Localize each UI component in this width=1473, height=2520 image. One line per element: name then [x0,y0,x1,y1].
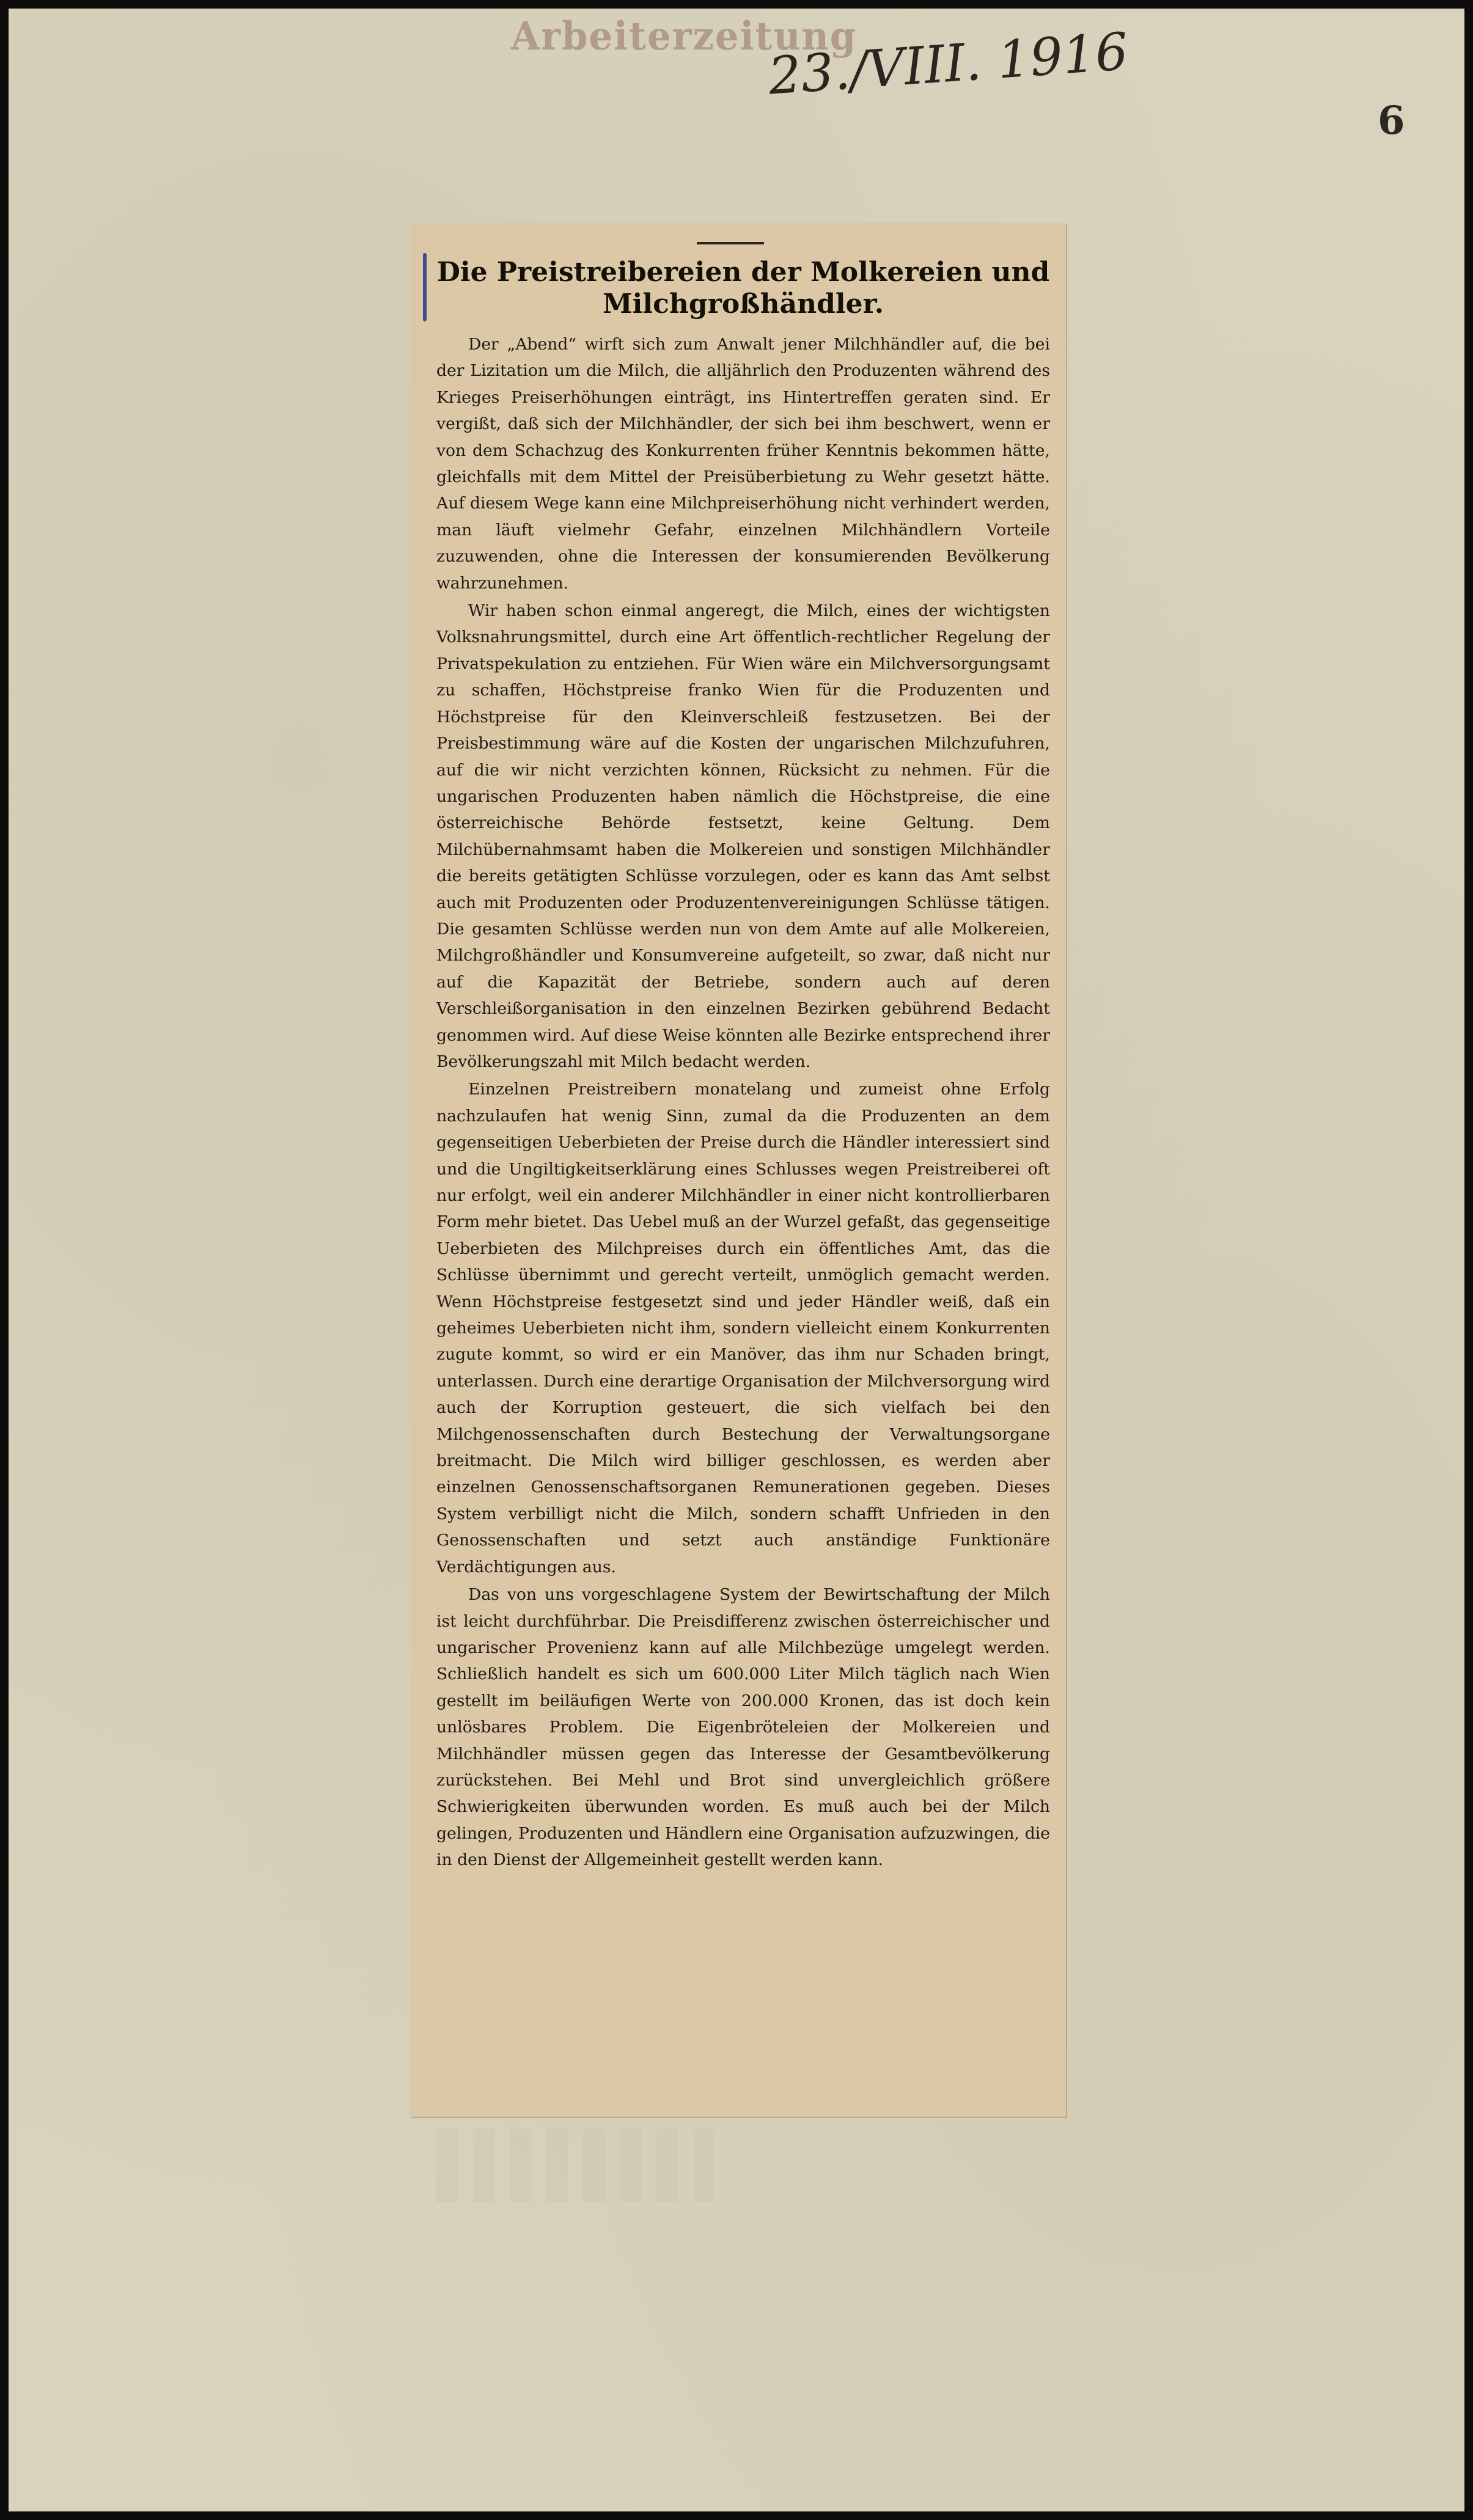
divider-rule [697,242,764,244]
article-paragraph: Der „Abend“ wirft sich zum Anwalt jener Milchhändler auf, die bei der Lizitation um die Milch, die alljährlich den Produzenten während des Krieges Preiserhöhungen einträgt, ins Hintertreffen geraten sind. Er vergißt, daß sich der Milchhändler, der sich bei ihm beschwert, wenn er von dem Schachzug des Konkurrenten früher Kenntnis bekommen hätte, gleichfalls mit dem Mittel der Preisüberbietung zu Wehr gesetzt hätte. Auf diesem Wege kann eine Milchpreiserhöhung nicht verhindert werden, man läuft vielmehr Gefahr, einzelnen Milchhändlern Vorteile zuzuwenden, ohne die Interessen der konsumierenden Bevölkerung wahrzunehmen. [436,335,1050,593]
newspaper-stamp: Arbeiterzeitung [511,13,858,59]
newspaper-clipping [410,222,1066,2117]
margin-mark [423,253,427,321]
article-paragraph: Wir haben schon einmal angeregt, die Milch, eines der wichtigsten Volksnahrungsmittel, durch eine Art öffentlich-rechtlicher Regelung der Privatspekulation zu entziehen. Für Wien wäre ein Milchversorgungsamt zu schaffen, Höchstpreise franko Wien für die Produzenten und Höchstpreise für den Kleinverschleiß festzusetzen. Bei der Preisbestimmung wäre auf die Kosten der ungarischen Milchzufuhren, auf die wir nicht verzichten können, Rücksicht zu nehmen. Für die ungarischen Produzenten haben nämlich die Höchstpreise, die eine österreichische Behörde festsetzt, keine Geltung. Dem Milchübernahmsamt haben die Molkereien und sonstigen Milchhändler die bereits getätigten Schlüsse vorzulegen, oder es kann das Amt selbst auch mit Produzenten oder Produzentenvereinigungen Schlüsse tätigen. Die gesamten Schlüsse werden nun von dem Amte auf alle Molkereien, Milchgroßhändler und Konsumvereine aufgeteilt, so zwar, daß nicht nur auf die Kapazität der Betriebe, sondern auch auf deren Verschleißorganisation in den einzelnen Bezirken gebührend Bedacht genommen wird. Auf diese Weise könnten alle Bezirke entsprechend ihrer Bevölkerungszahl mit Milch bedacht werden. [436,601,1050,1071]
archive-sheet [9,9,1464,2511]
handwritten-date: 23./VIII. 1916 [766,21,1130,106]
article-paragraph: Einzelnen Preistreibern monatelang und zumeist ohne Erfolg nachzulaufen hat wenig Sinn, zumal da die Produzenten an dem gegenseitigen Ueberbieten der Preise durch die Händler interessiert sind und die Ungiltigkeitserklärung eines Schlusses wegen Preistreiberei oft nur erfolgt, weil ein anderer Milchhändler in einer nicht kontrollierbaren Form mehr bietet. Das Uebel muß an der Wurzel gefaßt, das gegenseitige Ueberbieten des Milchpreises durch ein öffentliches Amt, das die Schlüsse übernimmt und gerecht verteilt, unmöglich gemacht werden. Wenn Höchstpreise festgesetzt sind und jeder Händler weiß, daß ein geheimes Ueberbieten nicht ihm, sondern vielleicht einem Konkurrenten zugute kommt, so wird er ein Manöver, das ihm nur Schaden bringt, unterlassen. Durch eine derartige Organisation der Milchversorgung wird auch der Korruption gesteuert, die sich vielfach bei den Milchgenossenschaften durch Bestechung der Verwaltungsorgane breitmacht. Die Milch wird billiger geschlossen, es werden aber einzelnen Genossenschaftsorganen Remunerationen gegeben. Dieses System verbilligt nicht die Milch, sondern schafft Unfrieden in den Genossenschaften und setzt auch anständige Funktionäre Verdächtigungen aus. [436,1080,1050,1577]
article-headline: Die Preistreibereien der Molkereien und Milchgroßhändler. [436,257,1050,320]
page-number: 6 [1378,98,1405,144]
bleed-through-mark [436,2129,718,2202]
article-paragraph: Das von uns vorgeschlagene System der Bewirtschaftung der Milch ist leicht durchführbar. Die Preisdifferenz zwischen österreichischer und ungarischer Provenienz kann auf alle Milchbezüge umgelegt werden. Schließlich handelt es sich um 600.000 Liter Milch täglich nach Wien gestellt im beiläufigen Werte von 200.000 Kronen, das ist doch kein unlösbares Problem. Die Eigenbröteleien der Molkereien und Milchhändler müssen gegen das Interesse der Gesamtbevölkerung zurückstehen. Bei Mehl und Brot sind unvergleichlich größere Schwierigkeiten überwunden worden. Es muß auch bei der Milch gelingen, Produzenten und Händlern eine Organisation aufzuzwingen, die in den Dienst der Allgemeinheit gestellt werden kann. [436,1585,1050,1870]
